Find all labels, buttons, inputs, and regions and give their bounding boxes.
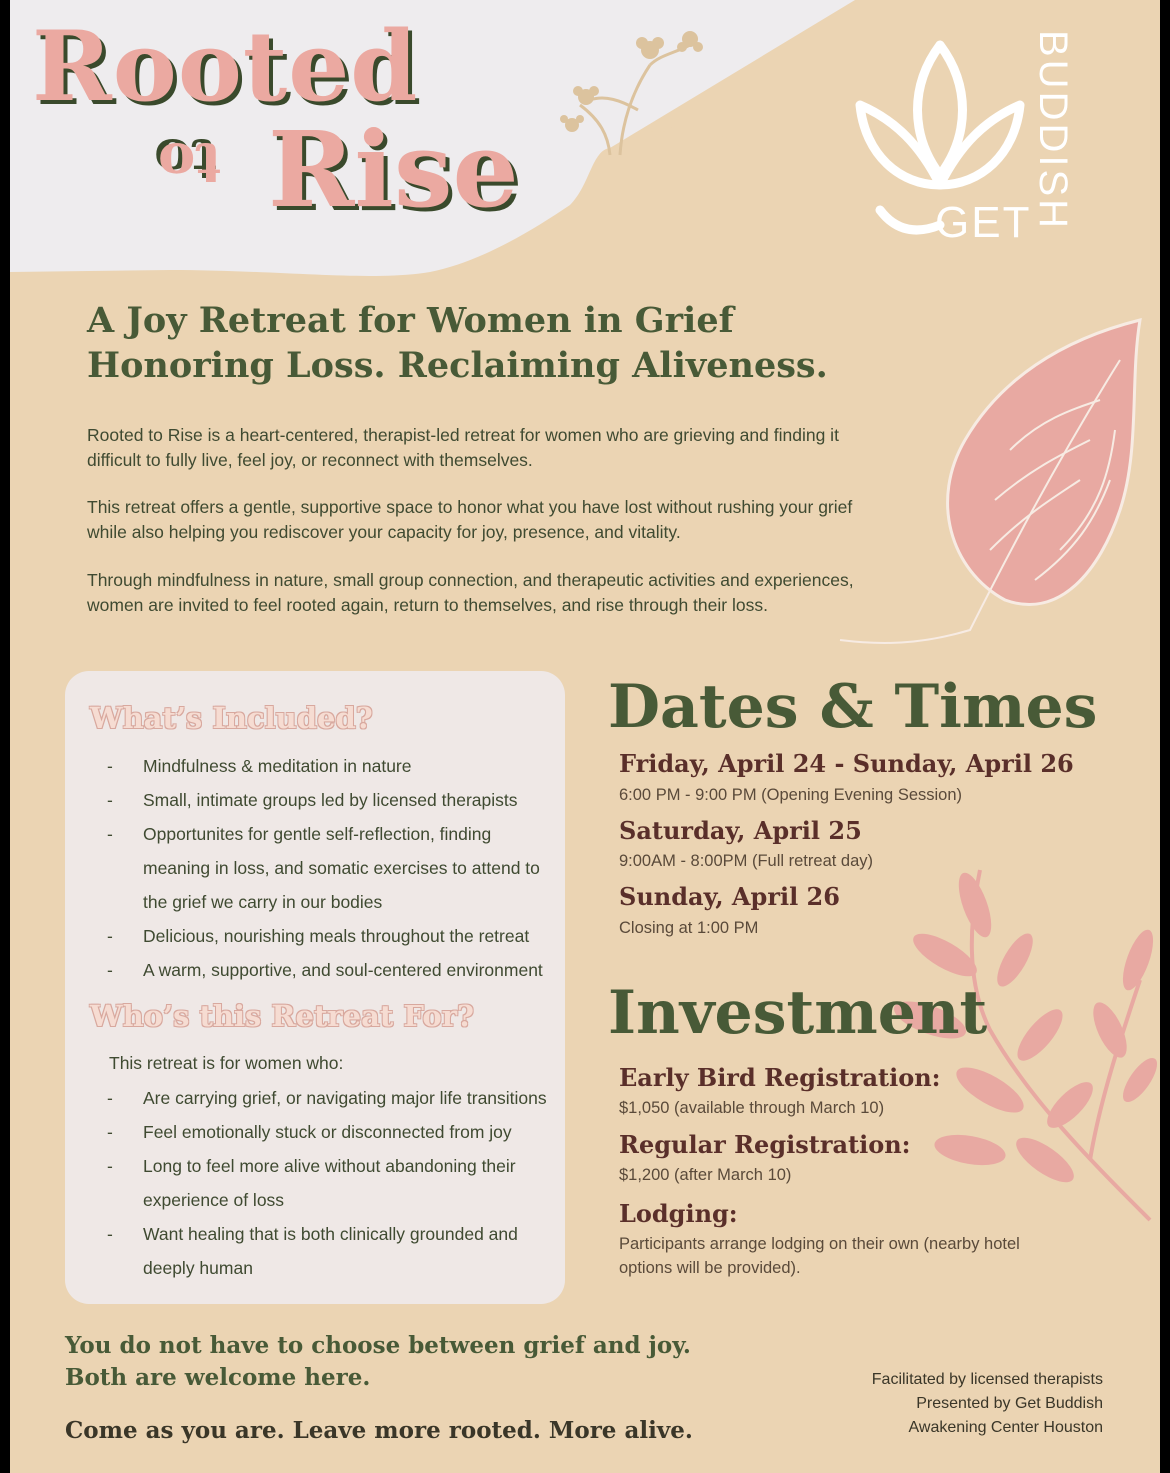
title-rise: Rise xyxy=(268,108,519,231)
list-item: - Want healing that is both clinically grounded and deeply human xyxy=(103,1217,553,1285)
closing-line2: Both are welcome here. xyxy=(65,1364,371,1391)
investment-title: Lodging: xyxy=(619,1199,738,1228)
date-title: Saturday, April 25 xyxy=(619,816,862,845)
audience-list xyxy=(103,1081,553,1285)
credits xyxy=(872,1368,1103,1440)
credit-line: Awakening Center Houston xyxy=(908,1419,1103,1436)
date-detail: 6:00 PM - 9:00 PM (Opening Evening Session) xyxy=(619,786,963,804)
closing-line3: Come as you are. Leave more rooted. More alive. xyxy=(65,1417,693,1444)
list-item: - Feel emotionally stuck or disconnected from joy xyxy=(103,1115,553,1149)
included-heading: What’s Included? xyxy=(90,701,373,735)
headline-line1: A Joy Retreat for Women in Grief xyxy=(87,300,734,341)
investment-detail: $1,050 (available through March 10) xyxy=(619,1099,885,1117)
headline-line2: Honoring Loss. Reclaiming Aliveness. xyxy=(87,345,828,386)
investment-heading: Investment xyxy=(608,978,988,1048)
list-item: - Long to feel more alive without abandoning their experience of loss xyxy=(103,1149,553,1217)
investment-detail: $1,200 (after March 10) xyxy=(619,1166,792,1184)
intro-paragraph: This retreat offers a gentle, supportive space to honor what you have lost without rushing your grief while also helping you rediscover your capacity for joy, presence, and vitality. xyxy=(87,497,853,542)
intro-paragraph: Rooted to Rise is a heart-centered, therapist-led retreat for women who are grieving and finding it difficult to fully live, feel joy, or reconnect with themselves. xyxy=(87,425,839,470)
credit-line: Facilitated by licensed therapists xyxy=(871,1371,1103,1388)
brand-buddish-text: BUDDISH xyxy=(1031,30,1075,232)
title-to: to xyxy=(158,130,222,196)
title-rooted: Rooted xyxy=(32,10,419,123)
flower-sprig-icon xyxy=(550,25,720,160)
list-item: - Mindfulness & meditation in nature xyxy=(103,749,553,783)
intro-paragraph: Through mindfulness in nature, small group connection, and therapeutic activities and experiences, women are invited to feel rooted again, return to themselves, and rise through their loss. xyxy=(87,570,854,615)
list-item: - Opportunites for gentle self-reflection, finding meaning in loss, and somatic exercises to attend to the grief we carry in our bodies xyxy=(103,817,553,919)
list-item: - Delicious, nourishing meals throughout the retreat xyxy=(103,919,553,953)
investment-detail: Participants arrange lodging on their own (nearby hotel options will be provided). xyxy=(619,1235,1020,1277)
date-detail: 9:00AM - 8:00PM (Full retreat day) xyxy=(619,852,874,870)
list-item: - A warm, supportive, and soul-centered environment xyxy=(103,953,553,987)
included-list xyxy=(103,749,553,987)
date-title: Sunday, April 26 xyxy=(619,882,840,911)
info-card xyxy=(65,671,565,1304)
investment-title: Regular Registration: xyxy=(619,1130,911,1159)
flyer-page xyxy=(10,0,1160,1473)
credit-line: Presented by Get Buddish xyxy=(916,1395,1103,1412)
brand-get-text: GET xyxy=(935,198,1032,247)
closing-line1: You do not have to choose between grief and joy. xyxy=(65,1332,691,1359)
list-item: - Are carrying grief, or navigating major life transitions xyxy=(103,1081,553,1115)
date-title: Friday, April 24 - Sunday, April 26 xyxy=(619,749,1074,778)
audience-intro: This retreat is for women who: xyxy=(109,1053,344,1073)
audience-heading: Who’s this Retreat For? xyxy=(90,999,475,1033)
investment-title: Early Bird Registration: xyxy=(619,1063,941,1092)
date-detail: Closing at 1:00 PM xyxy=(619,919,759,937)
list-item: - Small, intimate groups led by licensed therapists xyxy=(103,783,553,817)
dates-heading: Dates & Times xyxy=(608,672,1098,742)
